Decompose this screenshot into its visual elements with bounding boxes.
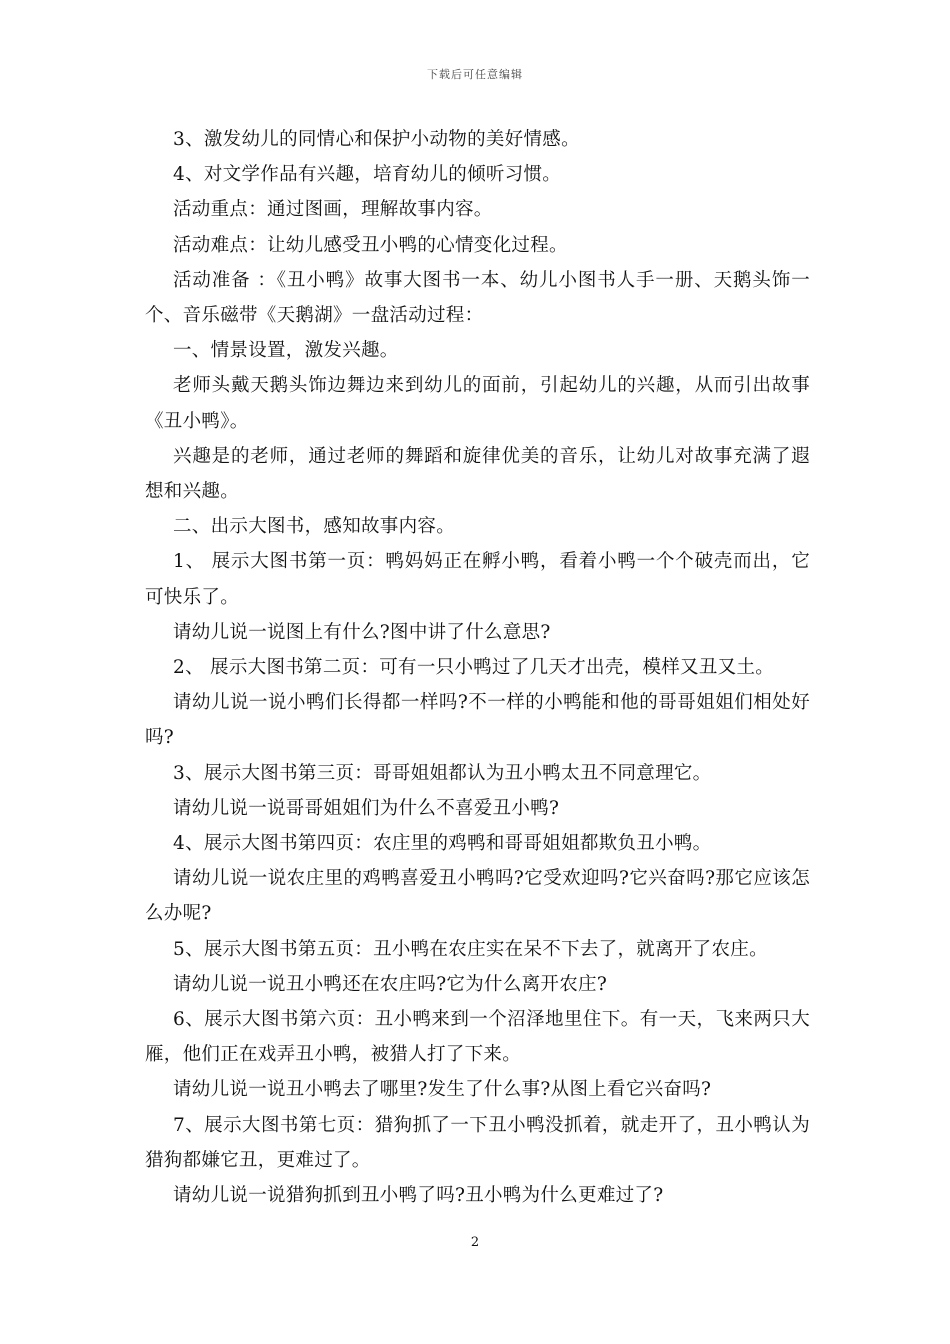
paragraph: 6、展示大图书第六页：丑小鸭来到一个沼泽地里住下。有一天，飞来两只大雁，他们正在戏弄丑小鸭，被猎人打了下来。 bbox=[145, 1009, 810, 1066]
paragraph: 请幼儿说一说农庄里的鸡鸭喜爱丑小鸭吗?它受欢迎吗?它兴奋吗?那它应该怎么办呢? bbox=[145, 868, 810, 925]
paragraph: 老师头戴天鹅头饰边舞边来到幼儿的面前，引起幼儿的兴趣，从而引出故事《丑小鸭》。 bbox=[145, 375, 810, 432]
paragraph: 活动难点：让幼儿感受丑小鸭的心情变化过程。 bbox=[173, 234, 568, 256]
paragraph: 活动准备 ：《丑小鸭》故事大图书一本、幼儿小图书人手一册、天鹅头饰一个、音乐磁带《天鹅湖》一盘活动过程： bbox=[145, 269, 810, 327]
paragraph: 3、激发幼儿的同情心和保护小动物的美好情感。 bbox=[173, 129, 580, 150]
paragraph: 4、展示大图书第四页：农庄里的鸡鸭和哥哥姐姐都欺负丑小鸭。 bbox=[173, 833, 712, 855]
paragraph: 兴趣是的老师，通过老师的舞蹈和旋律优美的音乐，让幼儿对故事充满了遐想和兴趣。 bbox=[145, 445, 810, 503]
paragraph: 二、出示大图书，感知故事内容。 bbox=[173, 516, 456, 538]
paragraph: 请幼儿说一说丑小鸭还在农庄吗?它为什么离开农庄? bbox=[173, 973, 608, 995]
paragraph: 请幼儿说一说小鸭们长得都一样吗?不一样的小鸭能和他的哥哥姐姐们相处好吗? bbox=[145, 692, 810, 749]
document-body bbox=[145, 122, 810, 1213]
paragraph: 请幼儿说一说猎狗抓到丑小鸭了吗?丑小鸭为什么更难过了? bbox=[173, 1185, 664, 1207]
paragraph: 1、 展示大图书第一页：鸭妈妈正在孵小鸭，看着小鸭一个个破壳而出，它可快乐了。 bbox=[145, 551, 810, 608]
paragraph: 活动重点：通过图画，理解故事内容。 bbox=[173, 199, 493, 221]
paragraph: 一、情景设置，激发兴趣。 bbox=[173, 340, 399, 362]
paragraph: 3、展示大图书第三页：哥哥姐姐都认为丑小鸭太丑不同意理它。 bbox=[173, 762, 712, 784]
paragraph: 7、展示大图书第七页：猎狗抓了一下丑小鸭没抓着，就走开了，丑小鸭认为猎狗都嫌它丑，更难过了。 bbox=[145, 1114, 810, 1171]
paragraph: 请幼儿说一说图上有什么?图中讲了什么意思? bbox=[173, 621, 551, 643]
paragraph: 请幼儿说一说哥哥姐姐们为什么不喜爱丑小鸭? bbox=[173, 797, 560, 819]
paragraph: 5、展示大图书第五页：丑小鸭在农庄实在呆不下去了，就离开了农庄。 bbox=[173, 938, 768, 960]
paragraph: 4、对文学作品有兴趣，培育幼儿的倾听习惯。 bbox=[173, 164, 562, 186]
page-header: 下载后可任意编辑 bbox=[427, 68, 523, 81]
paragraph: 请幼儿说一说丑小鸭去了哪里?发生了什么事?从图上看它兴奋吗? bbox=[173, 1079, 712, 1101]
paragraph: 2、 展示大图书第二页：可有一只小鸭过了几天才出壳，模样又丑又土。 bbox=[173, 657, 775, 679]
page-number: 2 bbox=[470, 1235, 480, 1250]
